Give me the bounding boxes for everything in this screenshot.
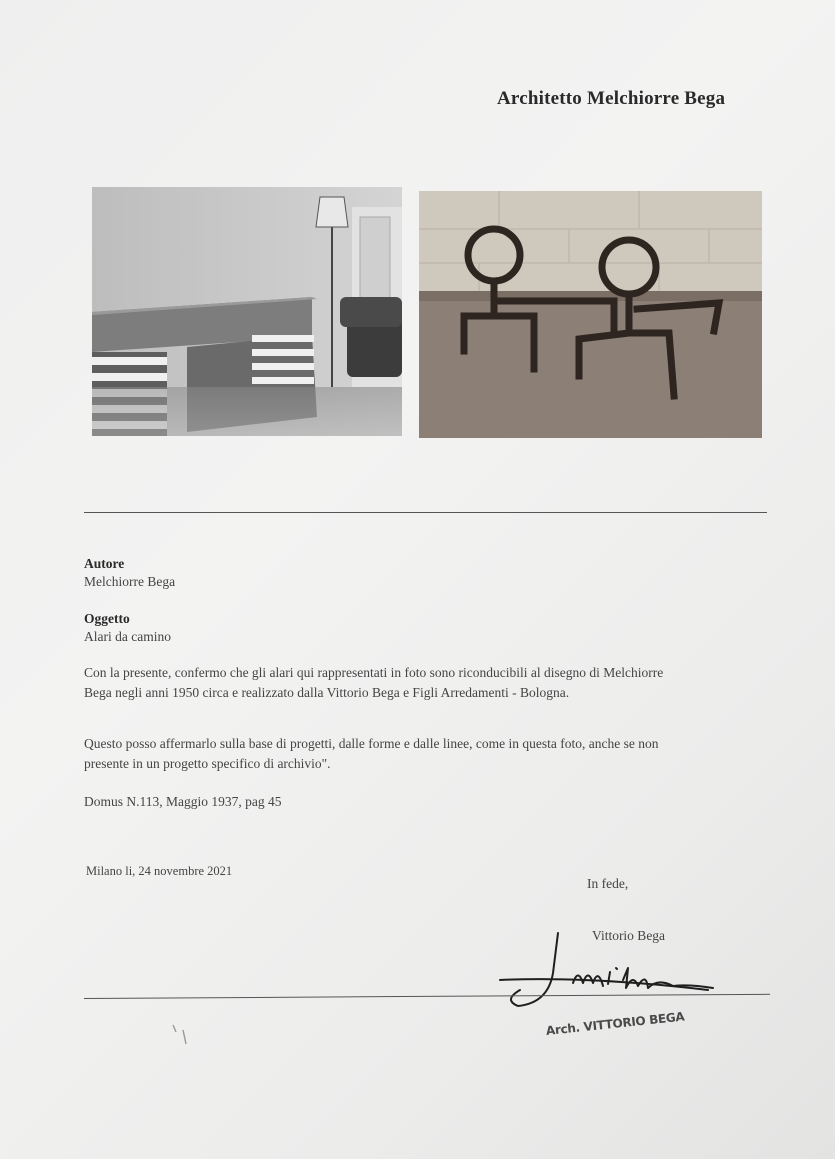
reference-citation: Domus N.113, Maggio 1937, pag 45 [84, 794, 282, 809]
paragraph-2 [84, 734, 784, 774]
andirons-photo [419, 191, 762, 438]
object-value: Alari da camino [84, 629, 171, 644]
paragraph-1-line-1: Con la presente, confermo che gli alari qui rappresentati in foto sono riconducibili al disegno di Melchiorre [84, 665, 664, 680]
paragraph-2-line-2: presente in un progetto specifico di archivio". [84, 756, 331, 771]
room-photo [92, 187, 402, 436]
author-label: Autore [84, 556, 125, 571]
handwritten-signature [498, 928, 728, 1013]
place-date: Milano li, 24 novembre 2021 [86, 864, 233, 878]
paragraph-2-line-1: Questo posso affermarlo sulla base di progetti, dalle forme e dalle linee, come in questa foto, anche se non [84, 736, 659, 751]
author-value: Melchiorre Bega [84, 574, 176, 589]
salutation: In fede, [587, 876, 629, 891]
divider-top [84, 512, 767, 513]
paragraph-1-line-2: Bega negli anni 1950 circa e realizzato dalla Vittorio Bega e Figli Arredamenti - Bologna. [84, 685, 570, 700]
pencil-mark [168, 1020, 198, 1050]
letterhead-title: Architetto Melchiorre Bega [497, 88, 726, 109]
signer-name: Vittorio Bega [592, 928, 666, 943]
object-label: Oggetto [84, 611, 130, 626]
paragraph-1 [84, 663, 784, 703]
architect-stamp: Arch. VITTORIO BEGA [545, 1009, 686, 1038]
